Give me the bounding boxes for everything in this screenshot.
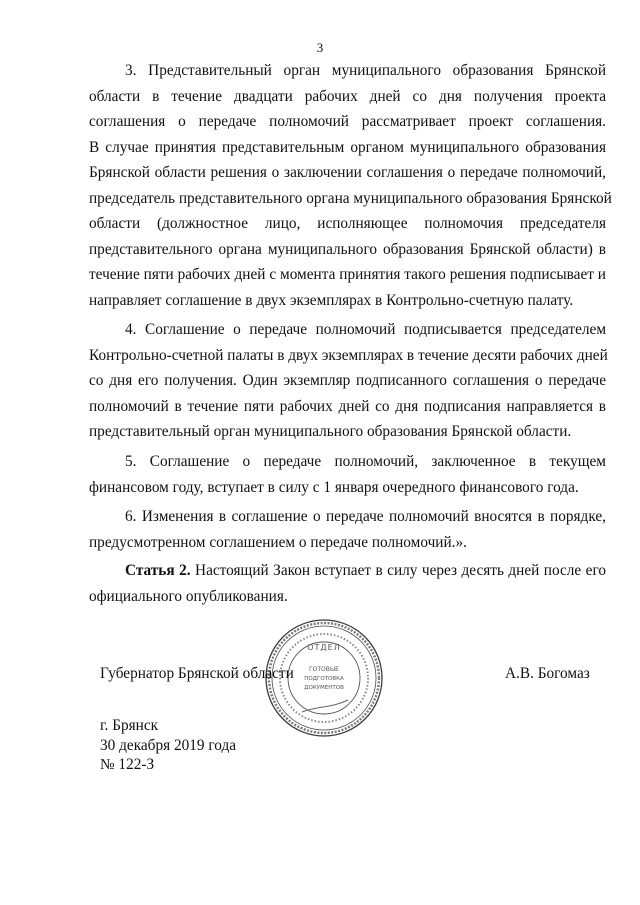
article-line bbox=[89, 558, 606, 584]
article-label: Статья 2. bbox=[125, 562, 191, 579]
paragraph-line: направляет соглашение в двух экземплярах в Контрольно-счетную палату. bbox=[89, 291, 574, 309]
paragraph-line: 5. Соглашение о передаче полномочий, заключенное в текущем bbox=[125, 453, 606, 470]
stamp-text: ПОДГОТОВКА bbox=[304, 676, 344, 682]
paragraph-line: области в течение двадцати рабочих дней со дня получения проекта bbox=[89, 87, 606, 105]
paragraph-line: 6. Изменения в соглашение о передаче полномочий вносятся в порядке, bbox=[125, 508, 606, 525]
paragraph-3 bbox=[89, 58, 612, 313]
paragraph-line: 4. Соглашение о передаче полномочий подписывается председателем bbox=[125, 321, 606, 338]
paragraph-line: 3. Представительный орган муниципального образования Брянской bbox=[125, 62, 606, 79]
signature-position: Губернатор Брянской области bbox=[100, 665, 294, 682]
paragraph-line: со дня его получения. Один экземпляр подписанного соглашения о передаче bbox=[89, 372, 606, 389]
article-2 bbox=[89, 558, 606, 609]
paragraph-line: финансовом году, вступает в силу с 1 января очередного финансового года. bbox=[89, 478, 579, 496]
stamp-text: ДОКУМЕНТОВ bbox=[304, 685, 344, 691]
stamp-text: ОТДЕЛ bbox=[307, 643, 341, 652]
paragraph-6 bbox=[89, 504, 606, 555]
paragraph-line: Брянской области решения о заключении соглашения о передаче полномочий, bbox=[89, 164, 606, 181]
paragraph-line: представительного органа муниципального образования Брянской области) в bbox=[89, 240, 606, 258]
stamp-text: ГОТОВЫЕ bbox=[309, 666, 339, 673]
paragraph-line: председатель представительного органа муниципального образования Брянской bbox=[89, 189, 612, 207]
footer-date: 30 декабря 2019 года bbox=[100, 737, 237, 754]
article-line: официального опубликования. bbox=[89, 587, 288, 605]
page-number: 3 bbox=[316, 40, 324, 55]
footer-number: № 122-З bbox=[100, 756, 155, 773]
paragraph-5 bbox=[89, 449, 606, 500]
article-text: Настоящий Закон вступает в силу через десять дней после его bbox=[190, 562, 606, 579]
paragraph-4 bbox=[89, 317, 606, 445]
paragraph-line: представительный орган муниципального образования Брянской области. bbox=[89, 423, 572, 440]
paragraph-line: Контрольно-счетной палаты в двух экземплярах в течение десяти рабочих дней bbox=[89, 346, 608, 364]
paragraph-line: предусмотренном соглашением о передаче полномочий.». bbox=[89, 533, 467, 551]
signature-name: А.В. Богомаз bbox=[505, 665, 590, 682]
footer-city: г. Брянск bbox=[100, 717, 159, 734]
paragraph-line: течение пяти рабочих дней с момента принятия такого решения подписывает и bbox=[89, 266, 606, 283]
paragraph-line: области (должностное лицо, исполняющее полномочия председателя bbox=[89, 215, 606, 232]
paragraph-line: соглашения о передаче полномочий рассматривает проект соглашения. bbox=[89, 113, 606, 130]
paragraph-line: В случае принятия представительным органом муниципального образования bbox=[89, 138, 606, 156]
paragraph-line: полномочий в течение пяти рабочих дней со дня подписания направляется в bbox=[89, 397, 606, 415]
